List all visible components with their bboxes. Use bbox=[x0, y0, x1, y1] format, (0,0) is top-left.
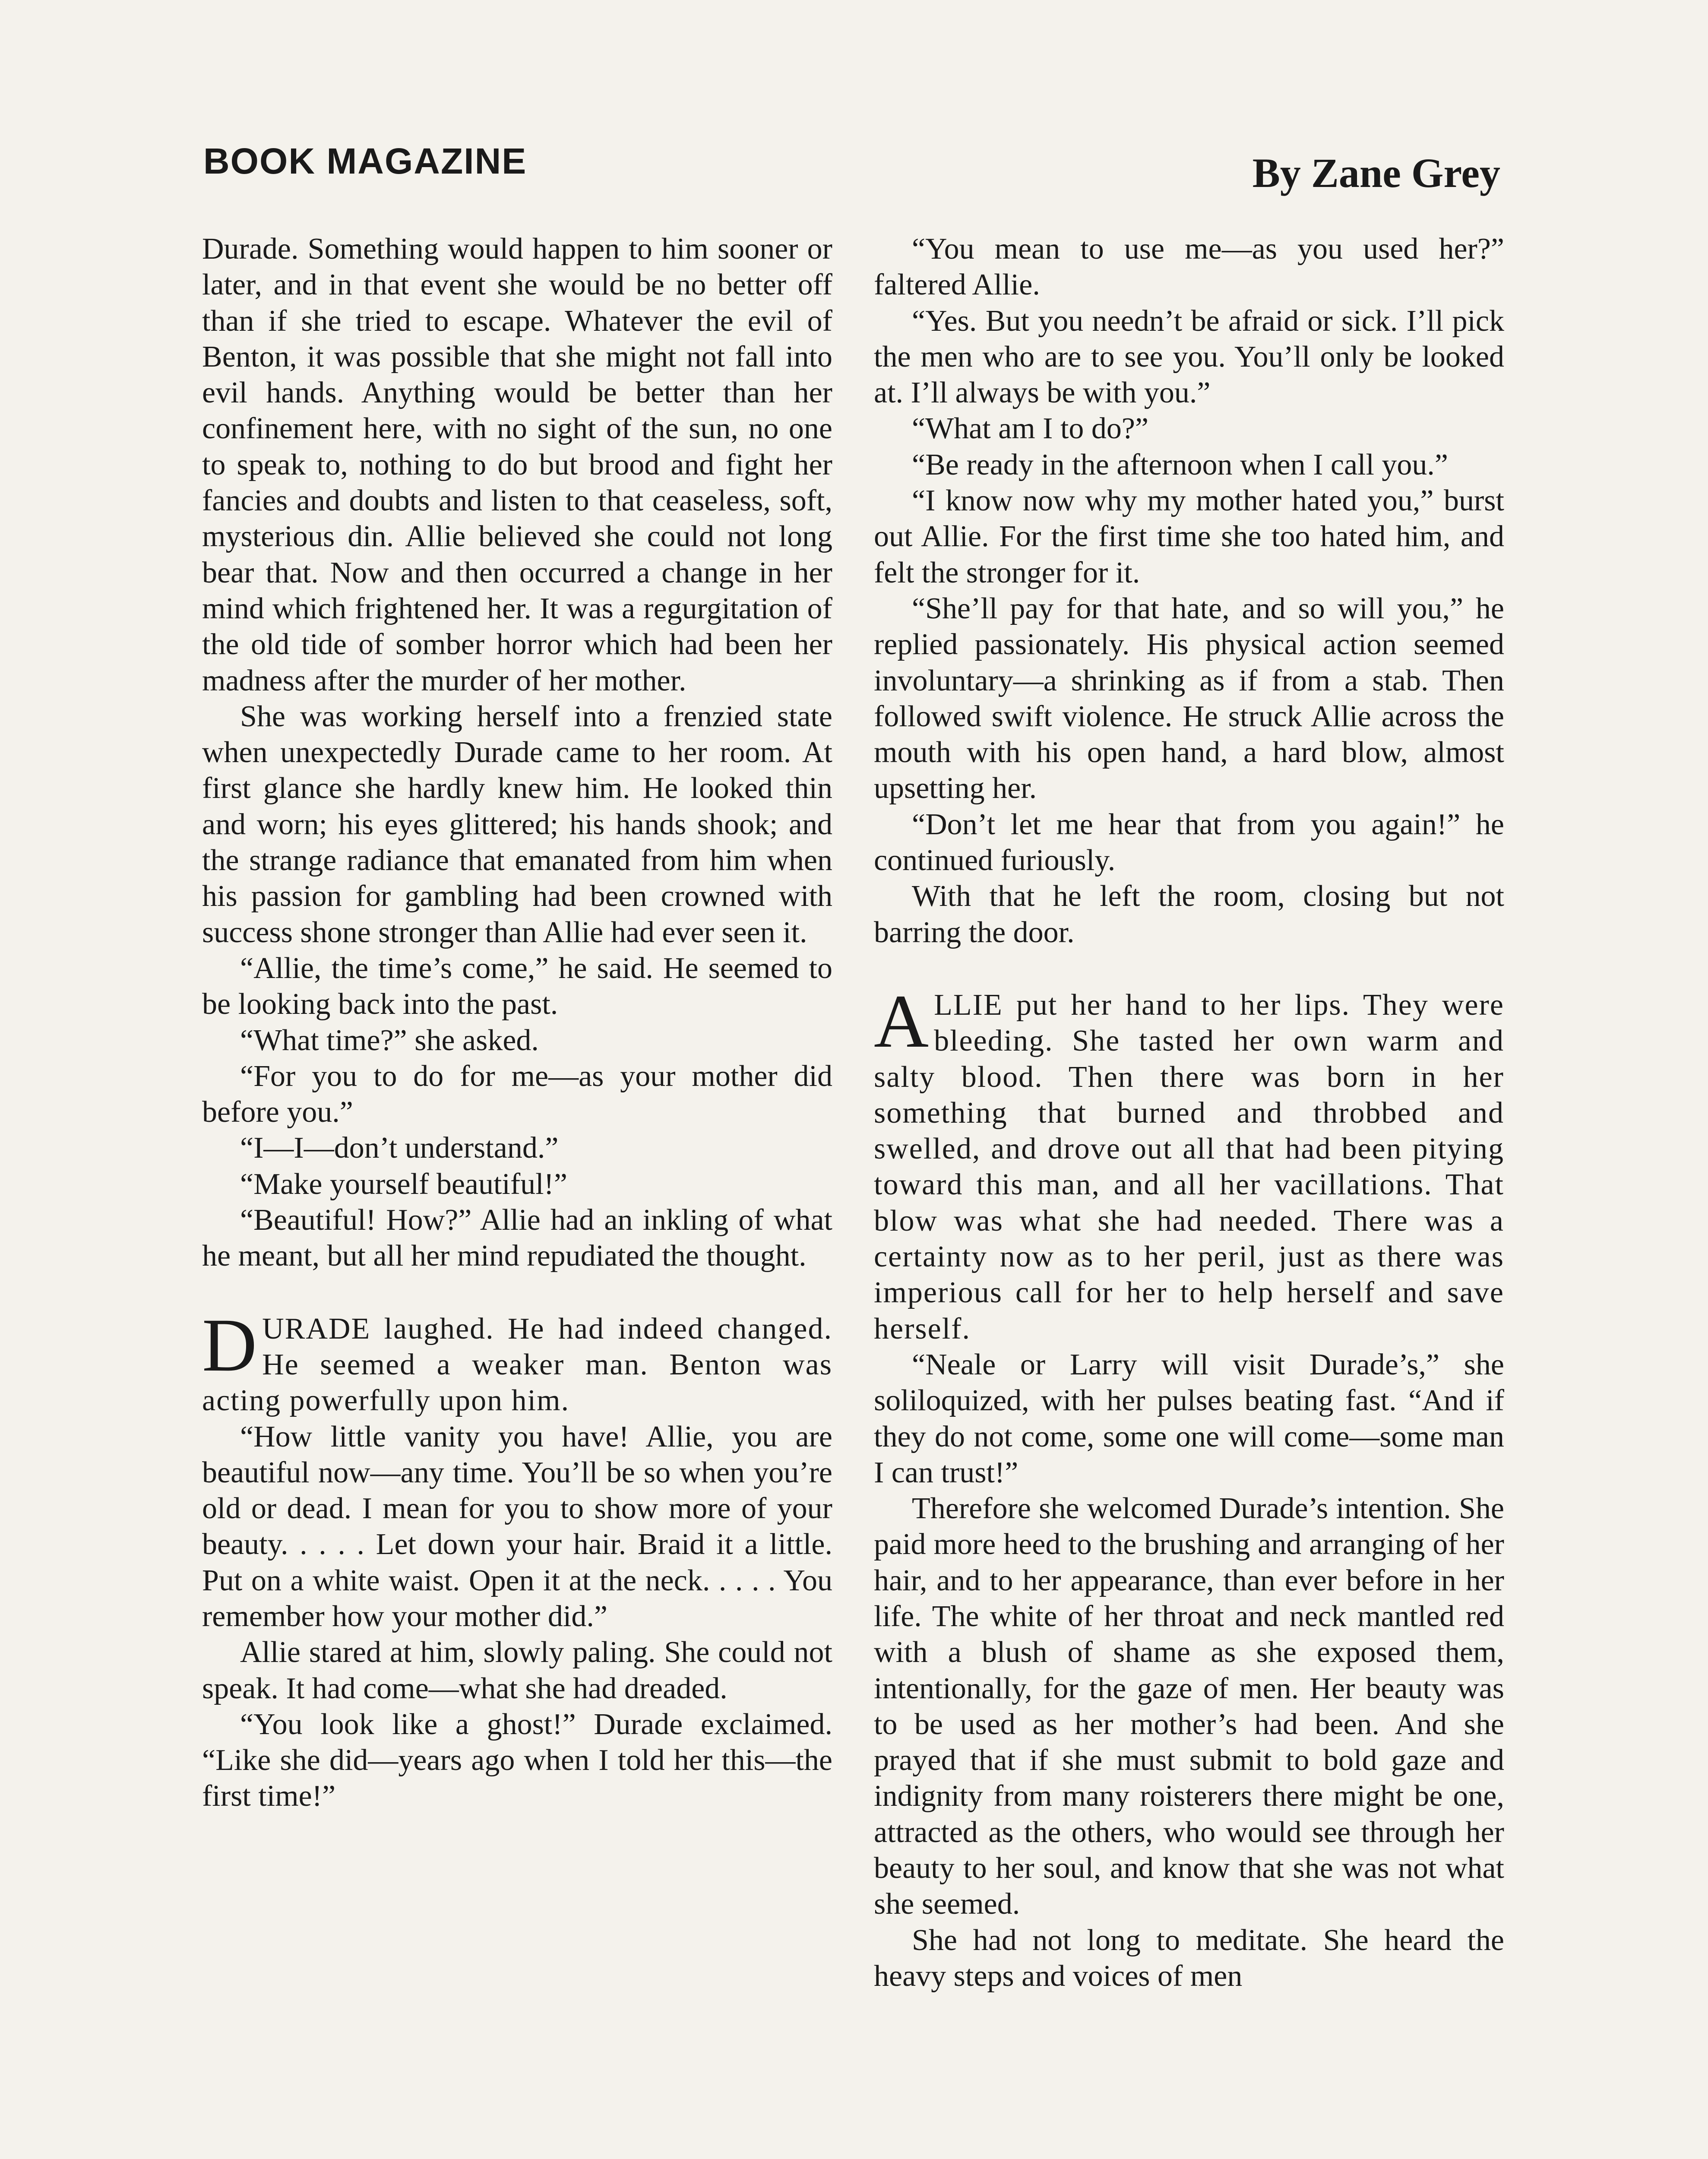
right-column bbox=[874, 231, 1504, 1994]
paragraph: “Beautiful! How?” Allie had an inkling of what he meant, but all her mind repudiated the thought. bbox=[202, 1203, 832, 1273]
paragraph: With that he left the room, closing but not barring the door. bbox=[874, 880, 1504, 949]
paragraph: She had not long to meditate. She heard the heavy steps and voices of men bbox=[874, 1923, 1504, 1993]
paragraph: “How little vanity you have! Allie, you are beautiful now—any time. You’ll be so when you’re old or dead. I mean for you to show more of your beauty. . . . . Let down your hair. Braid it a little. Put on a white waist. Open it at the neck. . . . . You remember how your mother did.” bbox=[202, 1420, 832, 1633]
magazine-title: BOOK MAGAZINE bbox=[203, 141, 527, 181]
paragraph: “Allie, the time’s come,” he said. He seemed to be looking back into the past. bbox=[202, 951, 832, 1021]
paragraph: “For you to do for me—as your mother did before you.” bbox=[202, 1059, 832, 1129]
paragraph-text: LLIE put her hand to her lips. They were bleeding. She tasted her own warm and salty blood. Then there was born in her something that burned and throbbed and swelled, and drove out all that had been pitying toward this man, and all her vacillations. That blow was what she had needed. There was a certainty now as to her peril, just as there was imperious call for her to help herself and save herself. bbox=[874, 988, 1504, 1345]
paragraph: Allie stared at him, slowly paling. She could not speak. It had come—what she had dreaded. bbox=[202, 1636, 832, 1705]
drop-cap: A bbox=[874, 979, 929, 1064]
paragraph: “Yes. But you needn’t be afraid or sick. I’ll pick the men who are to see you. You’ll only be looked at. I’ll always be with you.” bbox=[874, 304, 1504, 410]
paragraph: “She’ll pay for that hate, and so will you,” he replied passionately. His physical action seemed involuntary—a shrinking as if from a stab. Then followed swift violence. He struck Allie across the mouth with his open hand, a hard blow, almost upsetting her. bbox=[874, 592, 1504, 805]
paragraph: “What time?” she asked. bbox=[240, 1023, 539, 1057]
paragraph-text: URADE laughed. He had indeed changed. He seemed a weaker man. Benton was acting powerfully upon him. bbox=[202, 1312, 832, 1418]
paragraph: “I know now why my mother hated you,” burst out Allie. For the first time she too hated him, and felt the stronger for it. bbox=[874, 484, 1504, 589]
paragraph: She was working herself into a frenzied state when unexpectedly Durade came to her room. At first glance she hardly knew him. He looked thin and worn; his eyes glittered; his hands shook; and the strange radiance that emanated from him when his passion for gambling had been crowned with success shone stronger than Allie had ever seen it. bbox=[202, 700, 832, 949]
paragraph: “Neale or Larry will visit Durade’s,” she soliloquized, with her pulses beating fast. “And if they do not come, some one will come—some man I can trust!” bbox=[874, 1348, 1504, 1489]
paragraph: “You mean to use me—as you used her?” faltered Allie. bbox=[874, 232, 1504, 302]
author-byline: By Zane Grey bbox=[1252, 150, 1500, 196]
drop-cap: D bbox=[202, 1303, 257, 1387]
paragraph: Durade. Something would happen to him sooner or later, and in that event she would be no better off than if she tried to escape. Whatever the evil of Benton, it was possible that she might not fall into evil hands. Anything would be better than her confinement here, with no sight of the sun, no one to speak to, nothing to do but brood and fight her fancies and doubts and listen to that ceaseless, soft, mysterious din. Allie believed she could not long bear that. Now and then occurred a change in her mind which frightened her. It was a regurgitation of the old tide of somber horror which had been her madness after the murder of her mother. bbox=[202, 232, 832, 697]
paragraph: “What am I to do?” bbox=[912, 412, 1149, 446]
paragraph: “Be ready in the afternoon when I call you.” bbox=[912, 448, 1448, 481]
paragraph: “You look like a ghost!” Durade exclaimed. “Like she did—years ago when I told her this—the first time!” bbox=[202, 1707, 832, 1813]
paragraph: “Don’t let me hear that from you again!” he continued furiously. bbox=[874, 807, 1504, 877]
section-opening-paragraph bbox=[874, 979, 1504, 1347]
section-opening-paragraph bbox=[202, 1303, 832, 1419]
paragraph: “I—I—don’t understand.” bbox=[240, 1131, 559, 1165]
paragraph: “Make yourself beautiful!” bbox=[240, 1167, 568, 1201]
paragraph: Therefore she welcomed Durade’s intention. She paid more heed to the brushing and arranging of her hair, and to her appearance, than ever before in her life. The white of her throat and neck mantled red with a blush of shame as she exposed them, intentionally, for the gaze of men. Her beauty was to be used as her mother’s had been. And she prayed that if she must submit to bold gaze and indignity from many roisterers there might be one, attracted as the others, who would see through her beauty to her soul, and know that she was not what she seemed. bbox=[874, 1492, 1504, 1921]
left-column bbox=[202, 231, 832, 1814]
